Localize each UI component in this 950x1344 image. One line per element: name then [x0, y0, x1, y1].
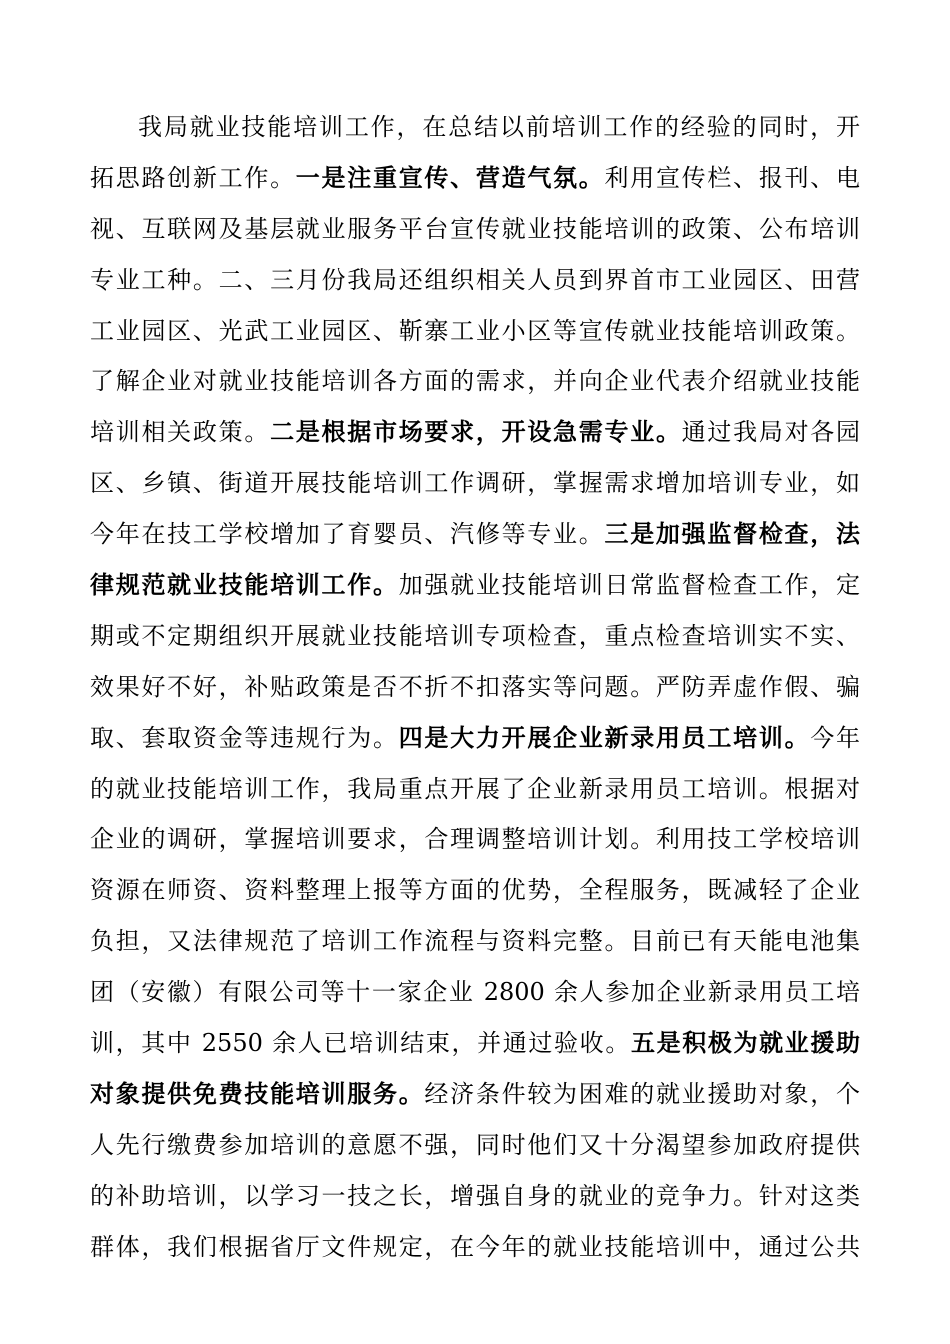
text-line [90, 1018, 860, 1069]
text-line [90, 764, 860, 815]
bold-heading-segment: 律规范就业技能培训工作。 [90, 570, 399, 600]
text-line [90, 306, 860, 357]
bold-heading-segment: 对象提供免费技能培训服务。 [90, 1078, 425, 1108]
text-segment: 专业工种。二、三月份我局还组织相关人员到界首市工业园区、田营 [90, 265, 860, 294]
bold-heading-segment: 五是积极为就业援助 [630, 1028, 860, 1058]
text-line [90, 1171, 860, 1222]
text-segment: 的就业技能培训工作，我局重点开展了企业新录用员工培训。根据对 [90, 774, 860, 803]
text-line [90, 611, 860, 662]
text-segment: 拓思路创新工作。 [90, 163, 296, 192]
text-line [90, 1222, 860, 1273]
text-line [90, 967, 860, 1018]
text-line [90, 865, 860, 916]
text-line [90, 662, 860, 713]
text-line [90, 1120, 860, 1171]
text-line [90, 204, 860, 255]
text-segment: 资源在师资、资料整理上报等方面的优势，全程服务，既减轻了企业 [90, 876, 860, 905]
text-line [90, 1069, 860, 1120]
text-segment: 企业的调研，掌握培训要求，合理调整培训计划。利用技工学校培训 [90, 825, 860, 854]
text-segment: 期或不定期组织开展就业技能培训专项检查，重点检查培训实不实、 [90, 621, 860, 650]
text-segment: 人先行缴费参加培训的意愿不强，同时他们又十分渴望参加政府提供 [90, 1130, 860, 1159]
text-line [90, 509, 860, 560]
text-line [90, 356, 860, 407]
text-segment: 我局就业技能培训工作，在总结以前培训工作的经验的同时，开 [138, 113, 860, 141]
text-line [90, 255, 860, 306]
text-segment: 利用宣传栏、报刊、电 [604, 163, 861, 192]
text-segment: 取、套取资金等违规行为。 [90, 723, 399, 752]
text-segment: 通过我局对各园 [681, 418, 861, 447]
text-segment: 今年在技工学校增加了育婴员、汽修等专业。 [90, 520, 605, 549]
text-segment: 区、乡镇、街道开展技能培训工作调研，掌握需求增加培训专业，如 [90, 469, 860, 498]
text-segment: 了解企业对就业技能培训各方面的需求，并向企业代表介绍就业技能 [90, 367, 860, 396]
text-segment: 群体，我们根据省厅文件规定，在今年的就业技能培训中，通过公共 [90, 1232, 860, 1261]
bold-heading-segment: 四是大力开展企业新录用员工培训。 [398, 722, 811, 752]
text-line [90, 560, 860, 611]
text-segment: 培训相关政策。 [90, 418, 271, 447]
text-line [90, 916, 860, 967]
bold-heading-segment: 二是根据市场要求，开设急需专业。 [270, 417, 682, 447]
text-line [90, 102, 860, 153]
text-segment: 的补助培训，以学习一技之长，增强自身的就业的竞争力。针对这类 [90, 1181, 860, 1210]
text-segment: 负担，又法律规范了培训工作流程与资料完整。目前已有天能电池集 [90, 927, 860, 956]
bold-heading-segment: 三是加强监督检查，法 [604, 519, 861, 549]
text-line [90, 713, 860, 764]
text-segment: 团（安徽）有限公司等十一家企业 2800 余人参加企业新录用员工培 [90, 978, 860, 1007]
text-segment: 今年 [810, 723, 861, 752]
text-segment: 加强就业技能培训日常监督检查工作，定 [398, 571, 861, 600]
text-segment: 效果好不好，补贴政策是否不折不扣落实等问题。严防弄虚作假、骗 [90, 672, 860, 701]
body-paragraph [90, 102, 860, 1272]
text-segment: 工业园区、光武工业园区、靳寨工业小区等宣传就业技能培训政策。 [90, 316, 860, 345]
text-segment: 视、互联网及基层就业服务平台宣传就业技能培训的政策、公布培训 [90, 214, 860, 243]
text-line [90, 458, 860, 509]
text-segment: 训，其中 2550 余人已培训结束，并通过验收。 [90, 1029, 631, 1058]
text-line [90, 153, 860, 204]
text-line [90, 407, 860, 458]
text-line [90, 814, 860, 865]
bold-heading-segment: 一是注重宣传、营造气氛。 [295, 162, 605, 192]
text-segment: 经济条件较为困难的就业援助对象，个 [424, 1079, 861, 1108]
